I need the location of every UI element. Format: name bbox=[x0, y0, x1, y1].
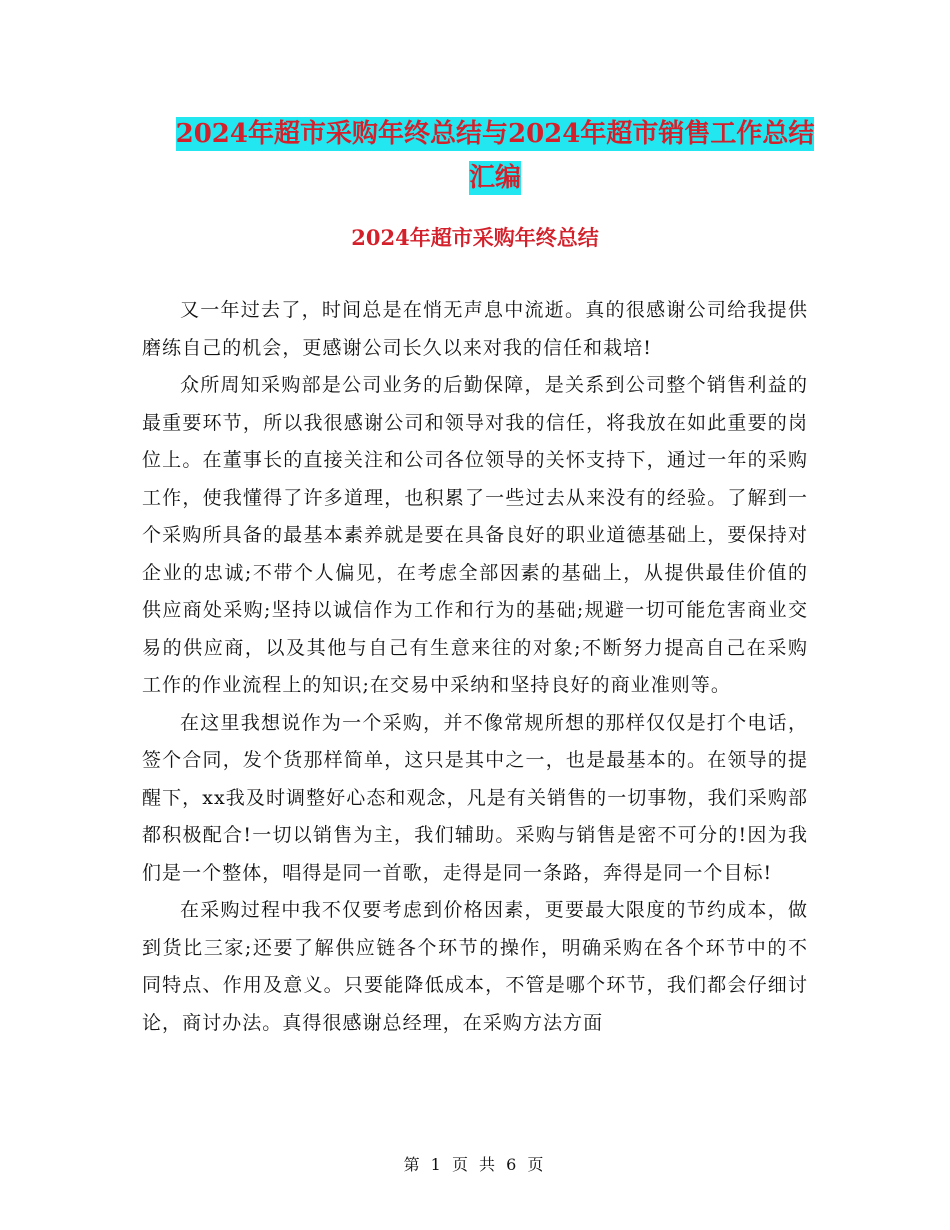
page-footer: 第 1 页 共 6 页 bbox=[403, 1155, 547, 1174]
document-title bbox=[140, 112, 850, 200]
paragraph-1: 又一年过去了，时间总是在悄无声息中流逝。真的很感谢公司给我提供磨练自己的机会，更感谢公司长久以来对我的信任和栽培! bbox=[142, 299, 808, 359]
paragraph-3: 在这里我想说作为一个采购，并不像常规所想的那样仅仅是打个电话，签个合同，发个货那样简单，这只是其中之一，也是最基本的。在领导的提醒下，xx我及时调整好心态和观念，凡是有关销售的一切事物，我们采购部都积极配合!一切以销售为主，我们辅助。采购与销售是密不可分的!因为我们是一个整体，唱得是同一首歌，走得是同一条路，奔得是同一个目标! bbox=[142, 711, 808, 884]
body-text bbox=[142, 292, 808, 1042]
paragraph-4: 在采购过程中我不仅要考虑到价格因素，更要最大限度的节约成本，做到货比三家;还要了解供应链各个环节的操作，明确采购在各个环节中的不同特点、作用及意义。只要能降低成本，不管是哪个环节，我们都会仔细讨论，商讨办法。真得很感谢总经理，在采购方法方面 bbox=[142, 899, 808, 1034]
paragraph-2: 众所周知采购部是公司业务的后勤保障，是关系到公司整个销售利益的最重要环节，所以我很感谢公司和领导对我的信任，将我放在如此重要的岗位上。在董事长的直接关注和公司各位领导的关怀支持下，通过一年的采购工作，使我懂得了许多道理，也积累了一些过去从来没有的经验。了解到一个采购所具备的最基本素养就是要在具备良好的职业道德基础上，要保持对企业的忠诚;不带个人偏见，在考虑全部因素的基础上，从提供最佳价值的供应商处采购;坚持以诚信作为工作和行为的基础;规避一切可能危害商业交易的供应商，以及其他与自己有生意来往的对象;不断努力提高自己在采购工作的作业流程上的知识;在交易中采纳和坚持良好的商业准则等。 bbox=[142, 374, 808, 696]
document-title-line-1: 2024年超市采购年终总结与2024年超市销售工作总结 bbox=[175, 119, 815, 149]
document-title-line-2: 汇编 bbox=[468, 163, 521, 193]
section-title: 2024年超市采购年终总结 bbox=[351, 225, 599, 250]
